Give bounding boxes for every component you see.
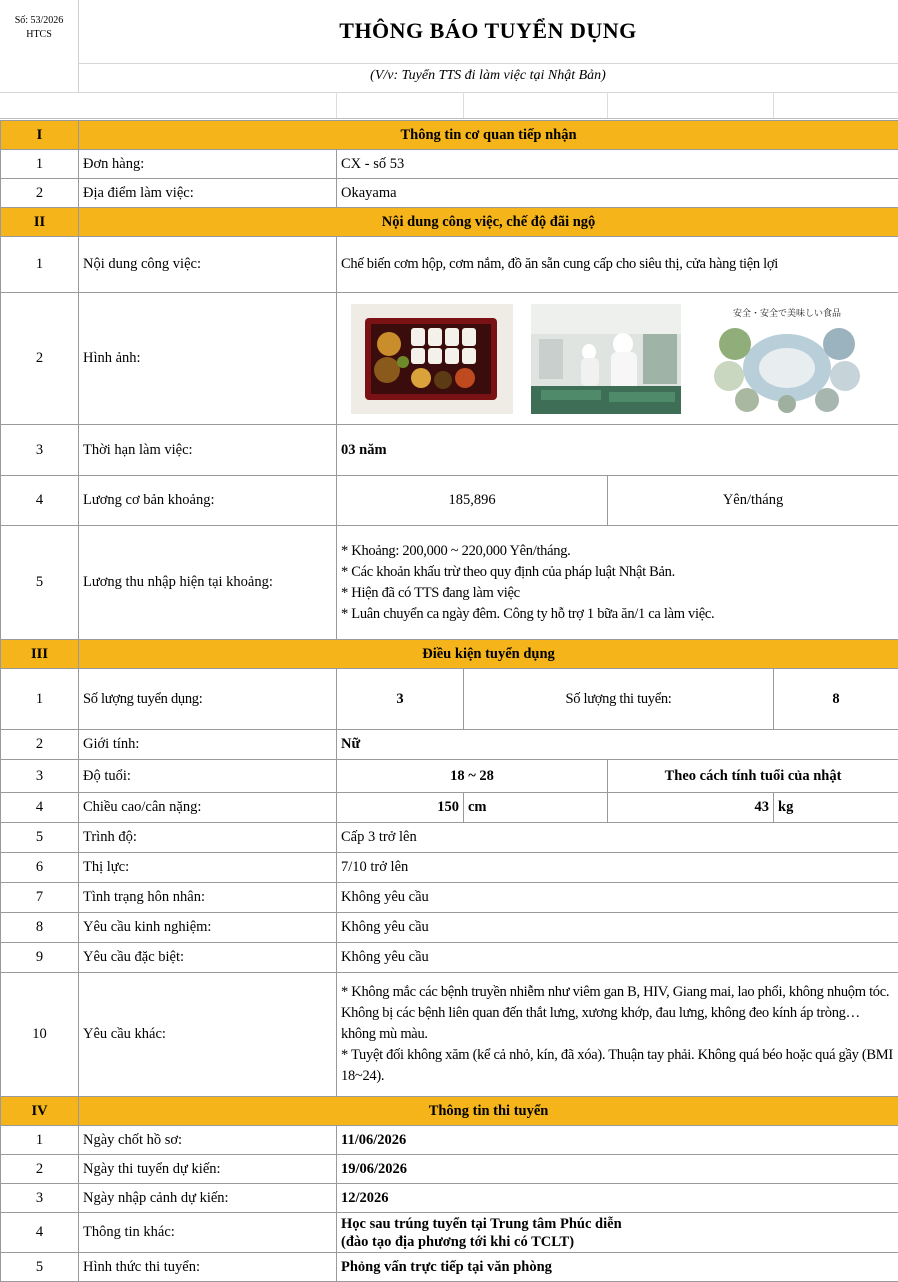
section-title: Thông tin cơ quan tiếp nhận xyxy=(79,121,898,150)
table-row xyxy=(1,1184,898,1213)
other-info-line: (đào tạo địa phương tới khi có TCLT) xyxy=(341,1233,894,1251)
table-row xyxy=(1,1253,898,1282)
row-number: 4 xyxy=(1,793,79,823)
table-row xyxy=(1,730,898,760)
table-row xyxy=(1,669,898,730)
page-subtitle: (V/v: Tuyển TTS đi làm việc tại Nhật Bản) xyxy=(78,68,898,84)
row-value: Phỏng vấn trực tiếp tại văn phòng xyxy=(337,1253,898,1282)
row-label: Giới tính: xyxy=(79,730,337,760)
table-row xyxy=(1,150,898,179)
bento-box-image xyxy=(351,304,513,414)
row-label: Tình trạng hôn nhân: xyxy=(79,883,337,913)
income-details xyxy=(337,526,898,640)
row-number: 3 xyxy=(1,1184,79,1213)
table-row xyxy=(1,179,898,208)
section-title: Điều kiện tuyển dụng xyxy=(79,640,898,669)
requirement-paragraph: * Không mắc các bệnh truyền nhiễm như viêm gan B, HIV, Giang mai, lao phổi, không nhuộm tóc. Không bị các bệnh liên quan đến thắt lưng, xương khớp, đau lưng, không đeo kính áp tròng…không mù màu. xyxy=(341,982,894,1045)
table-row xyxy=(1,293,898,425)
table-row xyxy=(1,1213,898,1253)
document-org-code: HTCS xyxy=(2,28,76,42)
row-number: 9 xyxy=(1,943,79,973)
row-label: Lương cơ bản khoảng: xyxy=(79,476,337,526)
row-number: 8 xyxy=(1,913,79,943)
row-value: 03 năm xyxy=(337,425,898,476)
row-number: 1 xyxy=(1,1126,79,1155)
section-title: Thông tin thi tuyển xyxy=(79,1097,898,1126)
row-value: 11/06/2026 xyxy=(337,1126,898,1155)
exam-quantity-value: 8 xyxy=(774,669,898,730)
row-number: 3 xyxy=(1,760,79,793)
row-label: Chiều cao/cân nặng: xyxy=(79,793,337,823)
row-number: 2 xyxy=(1,293,79,425)
exam-quantity-label: Số lượng thi tuyển: xyxy=(464,669,774,730)
document-number-line: Số: 53/2026 xyxy=(2,14,76,28)
table-row xyxy=(1,793,898,823)
row-value: Cấp 3 trở lên xyxy=(337,823,898,853)
row-value: Không yêu cầu xyxy=(337,943,898,973)
row-value: Không yêu cầu xyxy=(337,883,898,913)
row-value: Okayama xyxy=(337,179,898,208)
row-label: Độ tuổi: xyxy=(79,760,337,793)
table-row xyxy=(1,913,898,943)
income-line: * Các khoản khấu trừ theo quy định của pháp luật Nhật Bản. xyxy=(341,562,894,583)
row-label: Yêu cầu kinh nghiệm: xyxy=(79,913,337,943)
row-label: Yêu cầu đặc biệt: xyxy=(79,943,337,973)
row-value: CX - số 53 xyxy=(337,150,898,179)
row-number: 1 xyxy=(1,237,79,293)
section-header xyxy=(1,640,898,669)
row-number: 3 xyxy=(1,425,79,476)
row-number: 2 xyxy=(1,1155,79,1184)
row-number: 5 xyxy=(1,1253,79,1282)
row-label: Ngày thi tuyển dự kiến: xyxy=(79,1155,337,1184)
collage-caption: 安全・安全で美味しい食品 xyxy=(733,307,841,319)
row-number: 4 xyxy=(1,1213,79,1253)
row-number: 2 xyxy=(1,730,79,760)
row-number: 5 xyxy=(1,823,79,853)
row-label: Thị lực: xyxy=(79,853,337,883)
section-header xyxy=(1,1097,898,1126)
table-row xyxy=(1,973,898,1097)
notice-header xyxy=(0,0,898,119)
section-number: IV xyxy=(1,1097,79,1126)
row-number: 4 xyxy=(1,476,79,526)
table-row xyxy=(1,883,898,913)
income-line: * Khoảng: 200,000 ~ 220,000 Yên/tháng. xyxy=(341,541,894,562)
row-label: Trình độ: xyxy=(79,823,337,853)
other-requirements xyxy=(337,973,898,1097)
row-label: Hình ảnh: xyxy=(79,293,337,425)
section-number: III xyxy=(1,640,79,669)
row-label: Nội dung công việc: xyxy=(79,237,337,293)
row-number: 1 xyxy=(1,669,79,730)
age-range: 18 ~ 28 xyxy=(337,760,608,793)
row-value: 12/2026 xyxy=(337,1184,898,1213)
row-label: Yêu cầu khác: xyxy=(79,973,337,1097)
row-label: Địa điểm làm việc: xyxy=(79,179,337,208)
table-row xyxy=(1,1126,898,1155)
row-number: 7 xyxy=(1,883,79,913)
table-row xyxy=(1,476,898,526)
row-value: Không yêu cầu xyxy=(337,913,898,943)
table-row xyxy=(1,425,898,476)
row-value: Chế biến cơm hộp, cơm nắm, đồ ăn sẵn cung cấp cho siêu thị, cửa hàng tiện lợi xyxy=(337,237,898,293)
table-row xyxy=(1,823,898,853)
table-row xyxy=(1,760,898,793)
table-row xyxy=(1,1155,898,1184)
section-header xyxy=(1,121,898,150)
table-row xyxy=(1,237,898,293)
row-label: Hình thức thi tuyển: xyxy=(79,1253,337,1282)
row-label: Thông tin khác: xyxy=(79,1213,337,1253)
job-images xyxy=(337,296,898,422)
quantity-value: 3 xyxy=(337,669,464,730)
row-label: Số lượng tuyển dụng: xyxy=(79,669,337,730)
height-unit: cm xyxy=(464,793,608,823)
other-info-value xyxy=(337,1213,898,1253)
table-row xyxy=(1,526,898,640)
row-label: Ngày nhập cảnh dự kiến: xyxy=(79,1184,337,1213)
income-line: * Hiện đã có TTS đang làm việc xyxy=(341,583,894,604)
section-number: I xyxy=(1,121,79,150)
row-value: 19/06/2026 xyxy=(337,1155,898,1184)
food-safety-collage-image xyxy=(707,304,867,414)
row-number: 1 xyxy=(1,150,79,179)
section-title: Nội dung công việc, chế độ đãi ngộ xyxy=(79,208,898,237)
age-note: Theo cách tính tuổi của nhật xyxy=(608,760,898,793)
row-label: Lương thu nhập hiện tại khoảng: xyxy=(79,526,337,640)
row-value: 7/10 trở lên xyxy=(337,853,898,883)
weight-unit: kg xyxy=(774,793,898,823)
row-value: Nữ xyxy=(337,730,898,760)
factory-workers-image xyxy=(531,304,681,414)
row-label: Đơn hàng: xyxy=(79,150,337,179)
recruitment-table xyxy=(0,120,898,1282)
section-header xyxy=(1,208,898,237)
page-title: THÔNG BÁO TUYỂN DỤNG xyxy=(78,18,898,44)
height-value: 150 xyxy=(337,793,464,823)
income-line: * Luân chuyển ca ngày đêm. Công ty hỗ trợ 1 bữa ăn/1 ca làm việc. xyxy=(341,604,894,625)
row-number: 10 xyxy=(1,973,79,1097)
row-number: 2 xyxy=(1,179,79,208)
table-row xyxy=(1,853,898,883)
other-info-line: Học sau trúng tuyển tại Trung tâm Phúc diễn xyxy=(341,1215,894,1233)
row-number: 6 xyxy=(1,853,79,883)
requirement-paragraph: * Tuyệt đối không xăm (kể cả nhỏ, kín, đã xóa). Thuận tay phải. Không quá béo hoặc quá gầy (BMI 18~24). xyxy=(341,1045,894,1087)
row-label: Ngày chốt hồ sơ: xyxy=(79,1126,337,1155)
document-number xyxy=(2,14,76,42)
base-salary-value: 185,896 xyxy=(337,476,608,526)
row-label: Thời hạn làm việc: xyxy=(79,425,337,476)
row-number: 5 xyxy=(1,526,79,640)
weight-value: 43 xyxy=(608,793,774,823)
base-salary-unit: Yên/tháng xyxy=(608,476,898,526)
section-number: II xyxy=(1,208,79,237)
table-row xyxy=(1,943,898,973)
